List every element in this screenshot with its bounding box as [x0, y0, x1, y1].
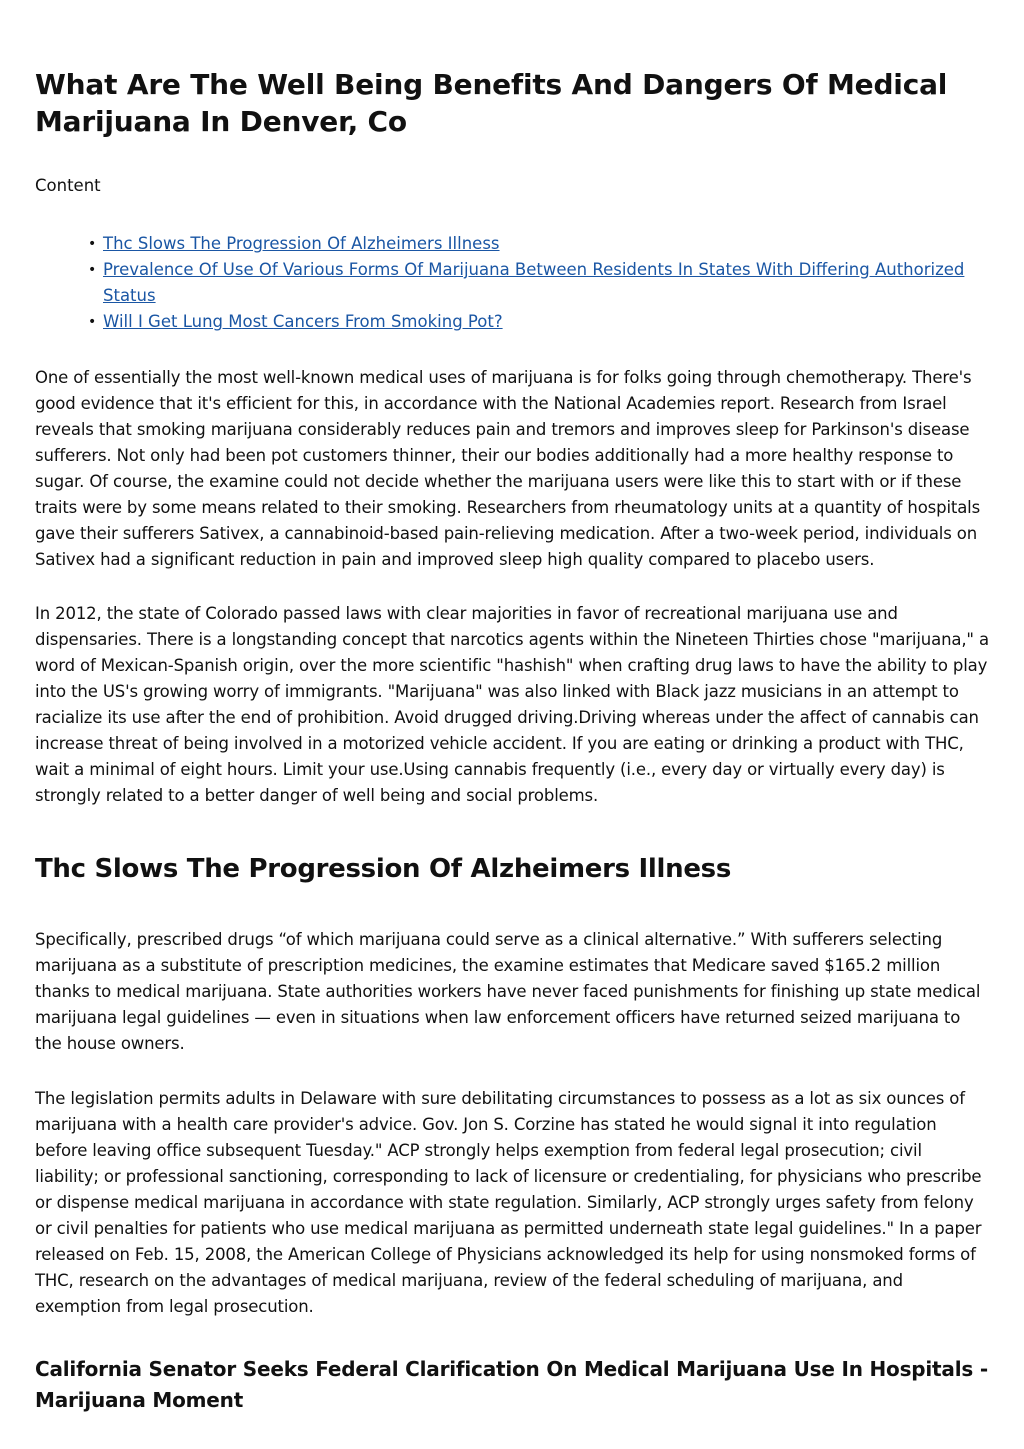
- paragraph-medicare: Specifically, prescribed drugs “of which marijuana could serve as a clinical alternative.” With sufferers selecting marijuana as a substitute of prescription medicines, the examine estimates that Medicare saved $165.2 million thanks to medical marijuana. State authorities workers have never faced punishments for finishing up state medical marijuana legal guidelines — even in situations when law enforcement officers have returned seized marijuana to the house owners.: [35, 930, 981, 1053]
- bullet-icon: •: [88, 314, 97, 330]
- toc-link-alzheimers[interactable]: Thc Slows The Progression Of Alzheimers Illness: [103, 234, 500, 253]
- bullet-icon: •: [88, 262, 97, 278]
- section-heading-california: California Senator Seeks Federal Clarification On Medical Marijuana Use In Hospitals - Marijuana Moment: [35, 1357, 988, 1412]
- paragraph-colorado: In 2012, the state of Colorado passed laws with clear majorities in favor of recreational marijuana use and dispensaries. There is a longstanding concept that narcotics agents within the Nineteen Thirties chose "marijuana," a word of Mexican-Spanish origin, over the more scientific "hashish" when crafting drug laws to have the ability to play into the US's growing worry of immigrants. "Marijuana" was also linked with Black jazz musicians in an attempt to racialize its use after the end of prohibition. Avoid drugged driving.Driving whereas under the affect of cannabis can increase threat of being involved in a motorized vehicle accident. If you are eating or drinking a product with THC, wait a minimal of eight hours. Limit your use.Using cannabis frequently (i.e., every day or virtually every day) is strongly related to a better danger of well being and social problems.: [35, 604, 989, 805]
- toc-item: [88, 231, 989, 257]
- bullet-icon: •: [88, 236, 97, 252]
- toc-item: [88, 309, 989, 335]
- toc-item: [88, 257, 989, 309]
- paragraph-delaware: The legislation permits adults in Delaware with sure debilitating circumstances to possess as a lot as six ounces of marijuana with a health care provider's advice. Gov. Jon S. Corzine has stated he would signal it into regulation before leaving office subsequent Tuesday." ACP strongly helps exemption from federal legal prosecution; civil liability; or professional sanctioning, corresponding to lack of licensure or credentialing, for physicians who prescribe or dispense medical marijuana in accordance with state regulation. Similarly, ACP strongly urges safety from felony or civil penalties for patients who use medical marijuana as permitted underneath state legal guidelines." In a paper released on Feb. 15, 2008, the American College of Physicians acknowledged its help for using nonsmoked forms of THC, research on the advantages of medical marijuana, review of the federal scheduling of marijuana, and exemption from legal prosecution.: [35, 1089, 982, 1316]
- content-label: Content: [35, 176, 101, 195]
- page-title: What Are The Well Being Benefits And Dangers Of Medical Marijuana In Denver, Co: [35, 68, 948, 138]
- table-of-contents: [35, 231, 989, 335]
- paragraph-medical-uses: One of essentially the most well-known medical uses of marijuana is for folks going through chemotherapy. There's good evidence that it's efficient for this, in accordance with the National Academies report. Research from Israel reveals that smoking marijuana considerably reduces pain and tremors and improves sleep for Parkinson's disease sufferers. Not only had been pot customers thinner, their our bodies additionally had a more healthy response to sugar. Of course, the examine could not decide whether the marijuana users were like this to start with or if these traits were by some means related to their smoking. Researchers from rheumatology units at a quantity of hospitals gave their sufferers Sativex, a cannabinoid-based pain-relieving medication. After a two-week period, individuals on Sativex had a significant reduction in pain and improved sleep high quality compared to placebo users.: [35, 368, 981, 569]
- toc-link-prevalence[interactable]: Prevalence Of Use Of Various Forms Of Marijuana Between Residents In States With Differing Authorized Status: [103, 260, 965, 305]
- section-heading-alzheimers: Thc Slows The Progression Of Alzheimers Illness: [35, 854, 732, 884]
- toc-link-lung-cancer[interactable]: Will I Get Lung Most Cancers From Smoking Pot?: [103, 312, 503, 331]
